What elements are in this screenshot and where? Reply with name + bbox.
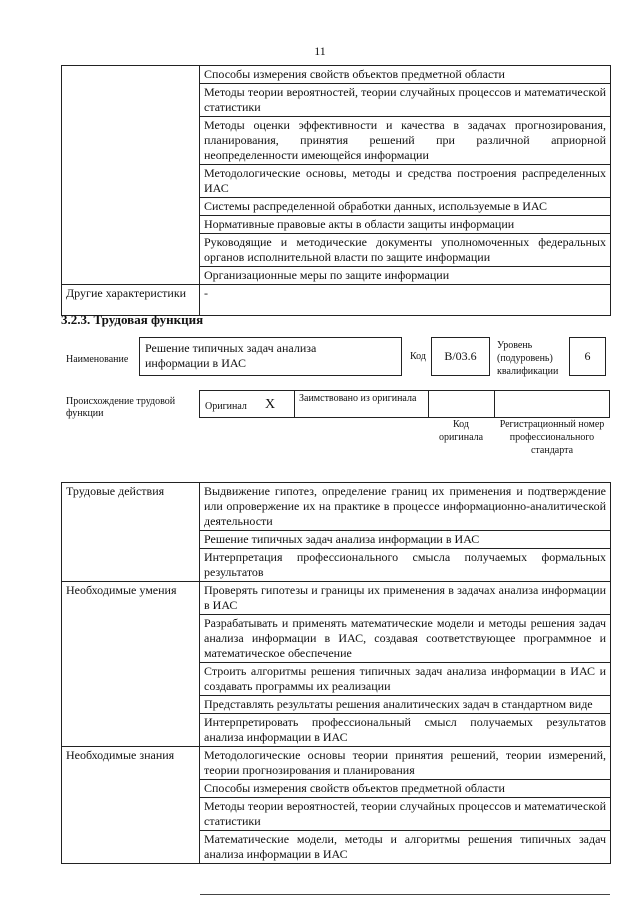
level-label: Уровень (подуровень) квалификации — [497, 340, 559, 377]
labor-function-table — [61, 482, 611, 864]
knowledge-item: Математические модели, методы и алгоритмы решения типичных задач анализа информации в ИАС — [200, 831, 611, 864]
borrowed-label: Заимствовано из оригинала — [299, 393, 417, 404]
knowledge-item: Системы распределенной обработки данных, используемые в ИАС — [200, 198, 611, 216]
other-characteristics-label: Другие характеристики — [62, 285, 200, 316]
origin-label: Происхождение трудовой функции — [66, 396, 176, 419]
knowledge-item: Методы теории вероятностей, теории случайных процессов и математической статистики — [200, 798, 611, 831]
knowledge-label: Необходимые знания — [62, 747, 200, 864]
code-label: Код — [410, 351, 426, 362]
skills-label: Необходимые умения — [62, 582, 200, 747]
labor-action-item: Выдвижение гипотез, определение границ их применения и подтверждение или опровержение их на практике в процессе информационно-аналитической деятельности — [200, 483, 611, 531]
knowledge-continuation-table — [61, 65, 611, 316]
registration-number-label: Регистрационный номер профессионального стандарта — [499, 419, 605, 456]
original-code-label: Код оригинала — [438, 419, 484, 443]
knowledge-item: Методы оценки эффективности и качества в задачах прогнозирования, планирования, принятия решений при различной априорной неопределенности имеющейся информации — [200, 117, 611, 165]
table-row — [62, 285, 611, 316]
original-label: Оригинал — [205, 401, 247, 412]
name-label: Наименование — [66, 354, 129, 365]
table-row — [62, 483, 611, 531]
other-characteristics-value: - — [200, 285, 611, 316]
labor-action-item: Интерпретация профессионального смысла получаемых формальных результатов — [200, 549, 611, 582]
section-title: 3.2.3. Трудовая функция — [61, 312, 204, 327]
label-cell-empty — [62, 66, 200, 285]
knowledge-item: Организационные меры по защите информации — [200, 267, 611, 285]
knowledge-item: Способы измерения свойств объектов предметной области — [200, 780, 611, 798]
page-number: 11 — [314, 44, 326, 58]
level-value: 6 — [584, 349, 591, 363]
labor-actions-label: Трудовые действия — [62, 483, 200, 582]
skill-item: Разрабатывать и применять математические модели и методы решения задач анализа информации в ИАС, создавая соответствующее программное и математическое обеспечение — [200, 615, 611, 663]
skill-item: Проверять гипотезы и границы их применения в задачах анализа информации в ИАС — [200, 582, 611, 615]
skill-item: Интерпретировать профессиональный смысл получаемых результатов анализа информации в ИАС — [200, 714, 611, 747]
table-row — [62, 582, 611, 615]
code-value: B/03.6 — [444, 349, 477, 363]
labor-action-item: Решение типичных задач анализа информации в ИАС — [200, 531, 611, 549]
skill-item: Представлять результаты решения аналитических задач в стандартном виде — [200, 696, 611, 714]
knowledge-item: Руководящие и методические документы уполномоченных федеральных органов исполнительной власти по защите информации — [200, 234, 611, 267]
knowledge-item: Методы теории вероятностей, теории случайных процессов и математической статистики — [200, 84, 611, 117]
knowledge-item: Методологические основы, методы и средства построения распределенных ИАС — [200, 165, 611, 198]
original-mark: X — [265, 397, 276, 412]
skill-item: Строить алгоритмы решения типичных задач анализа информации в ИАС и создавать программы их реализации — [200, 663, 611, 696]
name-value: Решение типичных задач анализа информации в ИАС — [145, 341, 317, 370]
knowledge-item: Методологические основы теории принятия решений, теории измерений, теории прогнозирования и планирования — [200, 747, 611, 780]
table-row — [62, 66, 611, 84]
knowledge-item: Нормативные правовые акты в области защиты информации — [200, 216, 611, 234]
table-row — [62, 747, 611, 780]
bottom-rule — [200, 894, 610, 895]
knowledge-item: Способы измерения свойств объектов предметной области — [200, 66, 611, 84]
